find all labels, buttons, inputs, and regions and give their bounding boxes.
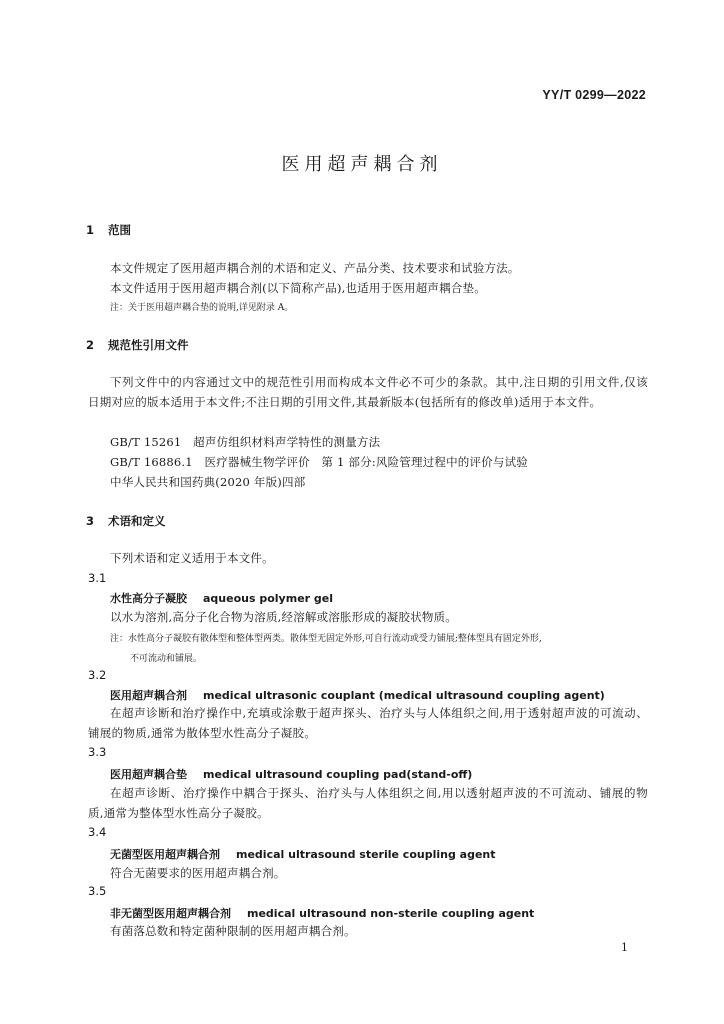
section-heading-scope: [86, 222, 131, 238]
standard-number: YY/T 0299—2022: [542, 88, 646, 102]
clause-number: 3.1: [88, 571, 107, 585]
document-title: 医用超声耦合剂: [281, 154, 443, 175]
section-number: 1: [86, 223, 95, 237]
term-zh: 医用超声耦合剂: [110, 689, 187, 702]
definition: 符合无菌要求的医用超声耦合剂。: [110, 866, 286, 880]
note: 不可流动和铺展。: [130, 654, 203, 664]
term-zh: 水性高分子凝胶: [110, 592, 187, 605]
term-zh: 非无菌型医用超声耦合剂: [110, 907, 231, 920]
page-number: 1: [621, 941, 628, 954]
section-title: 范围: [108, 223, 131, 237]
section-title: 术语和定义: [108, 514, 166, 528]
term-zh: 医用超声耦合垫: [110, 768, 187, 781]
section-number: 2: [86, 338, 95, 352]
term-heading: [110, 905, 534, 921]
definition: 有菌落总数和特定菌种限制的医用超声耦合剂。: [110, 924, 356, 938]
clause-number: 3.2: [88, 668, 107, 682]
definition: 以水为溶剂,高分子化合物为溶质,经溶解或溶胀形成的凝胶状物质。: [110, 610, 458, 624]
definition: 在超声诊断、治疗操作中耦合于探头、治疗头与人体组织之间,用以透射超声波的不可流动、铺展的物质,通常为整体型水性高分子凝胶。: [88, 786, 648, 820]
term-en: medical ultrasound coupling pad(stand-off): [203, 768, 473, 781]
clause-number: 3.5: [88, 884, 107, 898]
term-en: medical ultrasonic couplant (medical ultrasound coupling agent): [203, 689, 605, 702]
term-heading: [110, 846, 496, 862]
paragraph: 下列文件中的内容通过文中的规范性引用而构成本文件必不可少的条款。其中,注日期的引用文件,仅该日期对应的版本适用于本文件;不注日期的引用文件,其最新版本(包括所有的修改单)适用于本文件。: [88, 375, 648, 409]
clause-number: 3.3: [88, 745, 107, 759]
paragraph: 本文件规定了医用超声耦合剂的术语和定义、产品分类、技术要求和试验方法。: [110, 261, 520, 275]
definition: 在超声诊断和治疗操作中,充填或涂敷于超声探头、治疗头与人体组织之间,用于透射超声波的可流动、铺展的物质,通常为散体型水性高分子凝胶。: [88, 706, 648, 740]
term-zh: 无菌型医用超声耦合剂: [110, 848, 220, 861]
term-en: aqueous polymer gel: [203, 592, 334, 605]
clause-number: 3.4: [88, 825, 107, 839]
term-heading: [110, 590, 333, 606]
section-heading-terms: [86, 513, 166, 529]
section-heading-normative-references: [86, 337, 189, 353]
term-heading: [110, 687, 605, 703]
reference-item: GB/T 16886.1 医疗器械生物学评价 第 1 部分:风险管理过程中的评价与试验: [110, 455, 528, 469]
section-number: 3: [86, 514, 95, 528]
section-title: 规范性引用文件: [108, 338, 189, 352]
note: 注：水性高分子凝胶有散体型和整体型两类。散体型无固定外形,可自行流动或受力铺展;整体型具有固定外形,: [110, 634, 542, 644]
term-en: medical ultrasound sterile coupling agent: [236, 848, 496, 861]
reference-item: 中华人民共和国药典(2020 年版)四部: [110, 475, 306, 489]
reference-item: GB/T 15261 超声仿组织材料声学特性的测量方法: [110, 435, 381, 449]
term-heading: [110, 766, 472, 782]
note: 注：关于医用超声耦合垫的说明,详见附录 A。: [110, 303, 294, 313]
paragraph: 本文件适用于医用超声耦合剂(以下简称产品),也适用于医用超声耦合垫。: [110, 281, 486, 295]
paragraph: 下列术语和定义适用于本文件。: [110, 551, 274, 565]
term-en: medical ultrasound non-sterile coupling agent: [247, 907, 535, 920]
